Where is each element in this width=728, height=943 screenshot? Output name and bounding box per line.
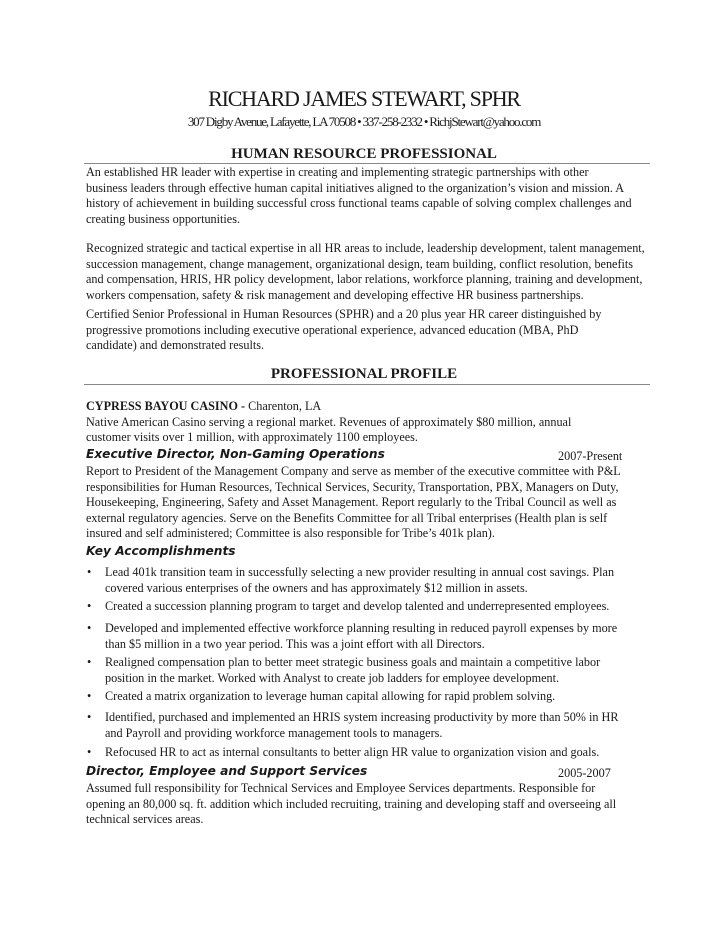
- role-dates: 2005-2007: [558, 766, 611, 780]
- role-description: [86, 464, 648, 542]
- profile-heading: PROFESSIONAL PROFILE: [270, 366, 458, 382]
- accomplishment-text: [105, 599, 609, 615]
- accomplishment-item: [86, 565, 648, 597]
- role-title: Executive Director, Non-Gaming Operations: [86, 447, 385, 461]
- text-line: workers compensation, safety & risk management and developing effective HR business partnerships.: [86, 287, 584, 302]
- accomplishments-heading: Key Accomplishments: [86, 544, 236, 558]
- summary-paragraph: [86, 241, 648, 303]
- bullet-icon: •: [87, 710, 92, 724]
- accomplishment-item: [86, 655, 648, 687]
- text-line: An established HR leader with expertise in creating and implementing strategic partnerships with other: [86, 165, 589, 179]
- accomplishment-item: [86, 710, 648, 742]
- text-line: Housekeeping, Engineering, Safety and Asset Management. Report regularly to the Tribal Council as well as: [86, 495, 617, 510]
- candidate-name: RICHARD JAMES STEWART, SPHR: [208, 86, 520, 111]
- accomplishment-text: [105, 565, 614, 596]
- summary-heading: HUMAN RESOURCE PROFESSIONAL: [231, 146, 497, 162]
- text-line: responsibilities for Human Resources, Technical Services, Security, Transportation, PBX, Managers on Duty,: [86, 479, 619, 494]
- role-dates: 2007-Present: [558, 449, 623, 463]
- employer-line: [86, 399, 648, 415]
- text-line: candidate) and demonstrated results.: [86, 338, 265, 353]
- bullet-icon: •: [87, 565, 92, 579]
- summary-paragraph: [86, 165, 648, 227]
- bullet-icon: •: [87, 621, 92, 635]
- text-line: covered various enterprises of the owners and has approximately $12 million in assets.: [105, 580, 528, 595]
- accomplishment-item: [86, 599, 648, 615]
- text-line: insured and self administered; Committee is also responsible for Tribe’s 401k plan).: [86, 526, 495, 541]
- text-line: than $5 million in a two year period. This was a joint effort with all Directors.: [105, 636, 485, 651]
- accomplishment-item: [86, 745, 648, 761]
- bullet-icon: •: [87, 599, 92, 613]
- employer-name: CYPRESS BAYOU CASINO -: [86, 399, 246, 413]
- accomplishment-text: [105, 710, 618, 741]
- accomplishment-item: [86, 621, 648, 653]
- text-line: Identified, purchased and implemented an HRIS system increasing productivity by more than 50% in HR: [105, 710, 619, 724]
- contact-info: 307 Digby Avenue, Lafayette, LA 70508 • 337-258-2332 • RichjStewart@yahoo.com: [187, 114, 541, 129]
- employer-block: [86, 399, 648, 446]
- text-line: Realigned compensation plan to better meet strategic business goals and maintain a competitive labor: [105, 655, 601, 669]
- accomplishment-text: [105, 621, 617, 652]
- accomplishment-text: [105, 745, 599, 761]
- text-line: progressive promotions including executive operational experience, advanced education (MBA, PhD: [86, 322, 579, 337]
- role-description: [86, 781, 648, 828]
- employer-location: Charenton, LA: [245, 399, 322, 413]
- text-line: Certified Senior Professional in Human Resources (SPHR) and a 20 plus year HR career distinguished by: [86, 307, 602, 321]
- text-line: position in the market. Worked with Analyst to create job ladders for employee development.: [105, 670, 560, 685]
- text-line: and Payroll and providing workforce management tools to managers.: [105, 725, 443, 740]
- text-line: Created a succession planning program to target and develop talented and underrepresented employees.: [105, 599, 610, 613]
- text-line: creating business opportunities.: [86, 211, 241, 226]
- text-line: Native American Casino serving a regional market. Revenues of approximately $80 million, annual: [86, 414, 572, 429]
- text-line: Assumed full responsibility for Technical Services and Employee Services departments. Responsible for: [86, 781, 596, 795]
- summary-paragraph: [86, 307, 648, 354]
- text-line: Report to President of the Management Company and serve as member of the executive committee with P&L: [86, 464, 621, 478]
- bullet-icon: •: [87, 745, 92, 759]
- text-line: Created a matrix organization to leverage human capital allowing for rapid problem solving.: [105, 689, 556, 703]
- text-line: history of achievement in building successful cross functional teams capable of solving complex challenges and: [86, 196, 632, 211]
- accomplishment-text: [105, 655, 600, 686]
- text-line: customer visits over 1 million, with approximately 1100 employees.: [86, 430, 418, 445]
- accomplishment-item: [86, 689, 648, 705]
- text-line: external regulatory agencies. Serve on the Benefits Committee for all Tribal enterprises (Health plan is self: [86, 510, 608, 525]
- profile-divider: [84, 384, 650, 385]
- accomplishment-text: [105, 689, 555, 705]
- bullet-icon: •: [87, 689, 92, 703]
- text-line: Lead 401k transition team in successfully selecting a new provider resulting in annual cost savings. Plan: [105, 565, 615, 579]
- text-line: Developed and implemented effective workforce planning resulting in reduced payroll expenses by more: [105, 621, 618, 635]
- text-line: and compensation, HRIS, HR policy development, labor relations, workforce planning, training and development,: [86, 272, 643, 287]
- text-line: technical services areas.: [86, 812, 204, 827]
- summary-divider: [84, 163, 650, 164]
- bullet-icon: •: [87, 655, 92, 669]
- role-title: Director, Employee and Support Services: [86, 764, 368, 778]
- text-line: business leaders through effective human capital initiatives aligned to the organization’s vision and mission. A: [86, 180, 625, 195]
- text-line: opening an 80,000 sq. ft. addition which included recruiting, training and developing staff and overseeing all: [86, 796, 617, 811]
- text-line: succession management, change management, organizational design, team building, conflict resolution, benefits: [86, 256, 634, 271]
- text-line: Refocused HR to act as internal consultants to better align HR value to organization vision and goals.: [105, 745, 600, 759]
- text-line: Recognized strategic and tactical expertise in all HR areas to include, leadership development, talent management,: [86, 241, 645, 255]
